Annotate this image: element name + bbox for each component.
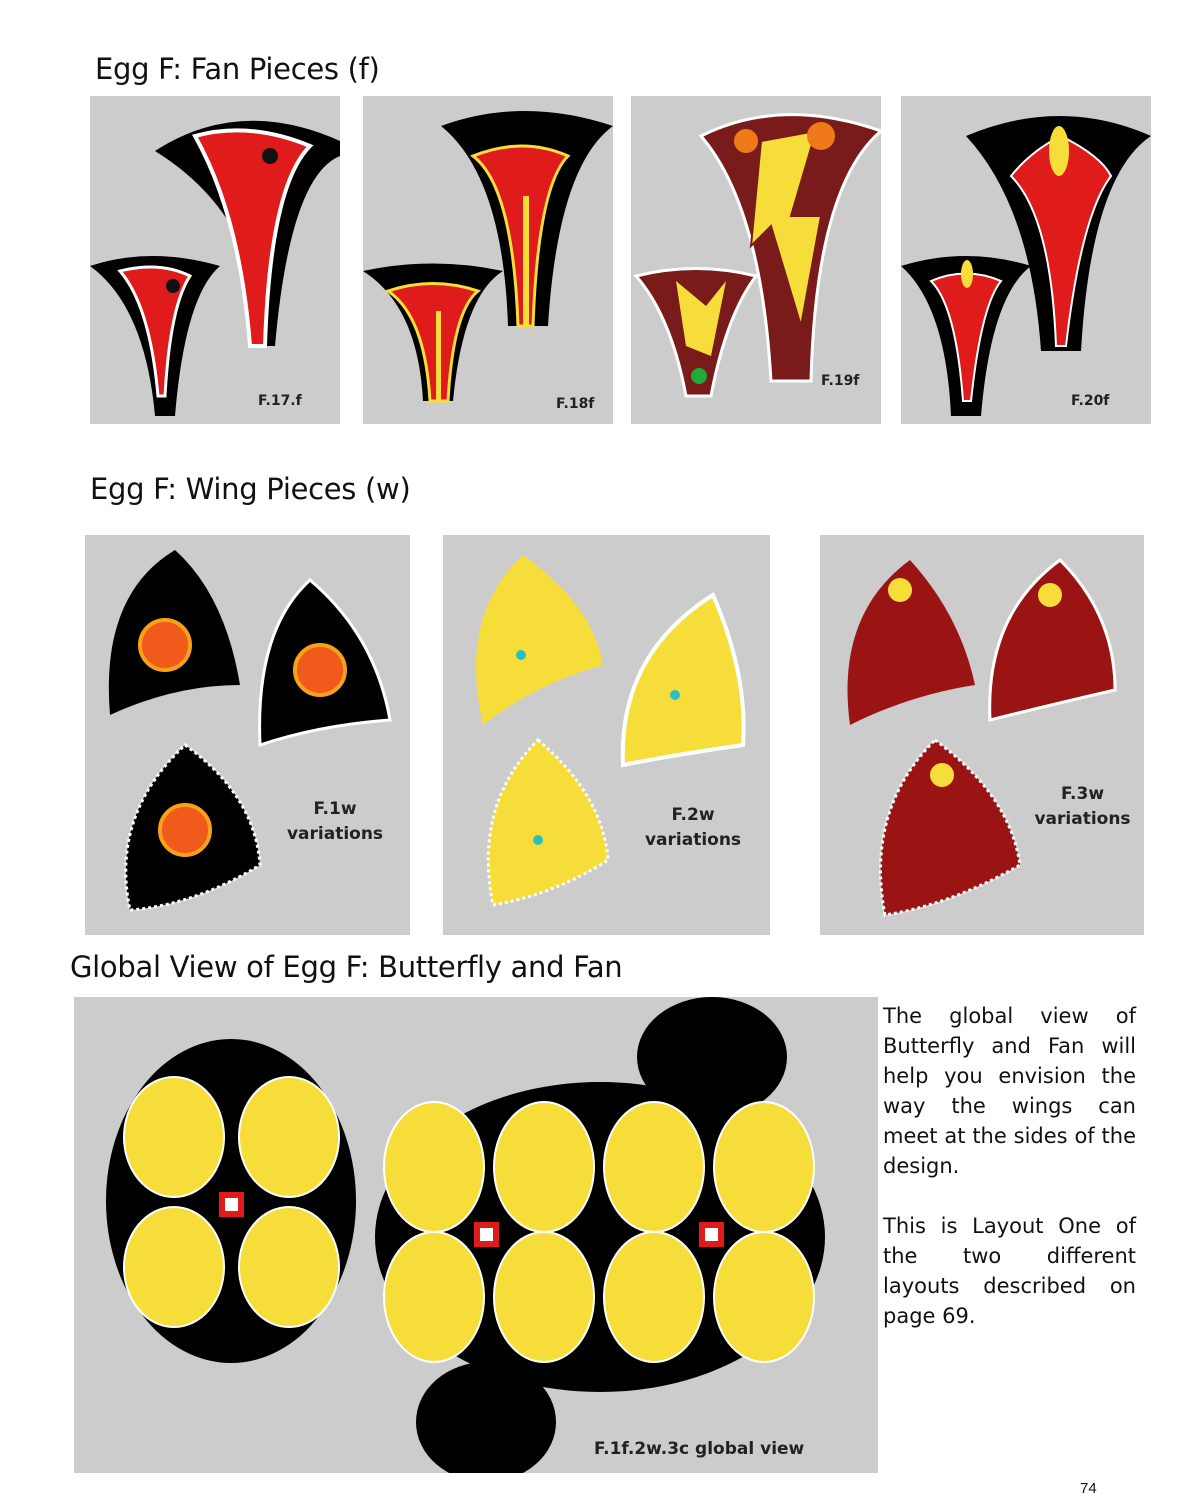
wing-panel-f1w	[85, 535, 410, 935]
description-paragraph: The global view of Butterfly and Fan will help you envision the way the wings can meet at the sides of the design.	[883, 1004, 1136, 1178]
description-paragraph: This is Layout One of the two different layouts described on page 69.	[883, 1214, 1136, 1328]
wing-illustration	[443, 535, 770, 935]
fan-label: F.20f	[1071, 393, 1110, 409]
fan-illustration	[363, 96, 613, 424]
wing-label: F.2w	[671, 805, 715, 825]
global-view-illustration	[74, 997, 878, 1473]
wing-illustration	[85, 535, 410, 935]
fan-panel-f19	[631, 96, 881, 424]
wing-label: F.3w	[1060, 784, 1105, 804]
wing-pieces-heading: Egg F: Wing Pieces (w)	[90, 472, 411, 506]
fan-label: F.17.f	[258, 393, 302, 409]
fan-label: F.19f	[821, 373, 860, 389]
wing-panel-f2w	[443, 535, 770, 935]
page-number: 74	[1080, 1480, 1097, 1497]
wing-label-sub: variations	[1034, 809, 1131, 829]
wing-illustration	[820, 535, 1144, 935]
fan-panel-f17	[90, 96, 340, 424]
fan-label: F.18f	[556, 396, 595, 412]
global-view-panel	[74, 997, 878, 1473]
fan-panel-f18	[363, 96, 613, 424]
global-view-heading: Global View of Egg F: Butterfly and Fan	[70, 950, 623, 984]
wing-label-sub: variations	[286, 824, 384, 844]
wing-label: F.1w	[313, 799, 357, 819]
global-view-label: F.1f.2w.3c global view	[594, 1439, 805, 1459]
description	[883, 1001, 1136, 1361]
wing-panel-f3w	[820, 535, 1144, 935]
fan-panel-f20	[901, 96, 1151, 424]
wing-label-sub: variations	[644, 830, 742, 850]
fan-pieces-heading: Egg F: Fan Pieces (f)	[95, 52, 380, 86]
fan-illustration	[901, 96, 1151, 424]
fan-illustration	[90, 96, 340, 424]
